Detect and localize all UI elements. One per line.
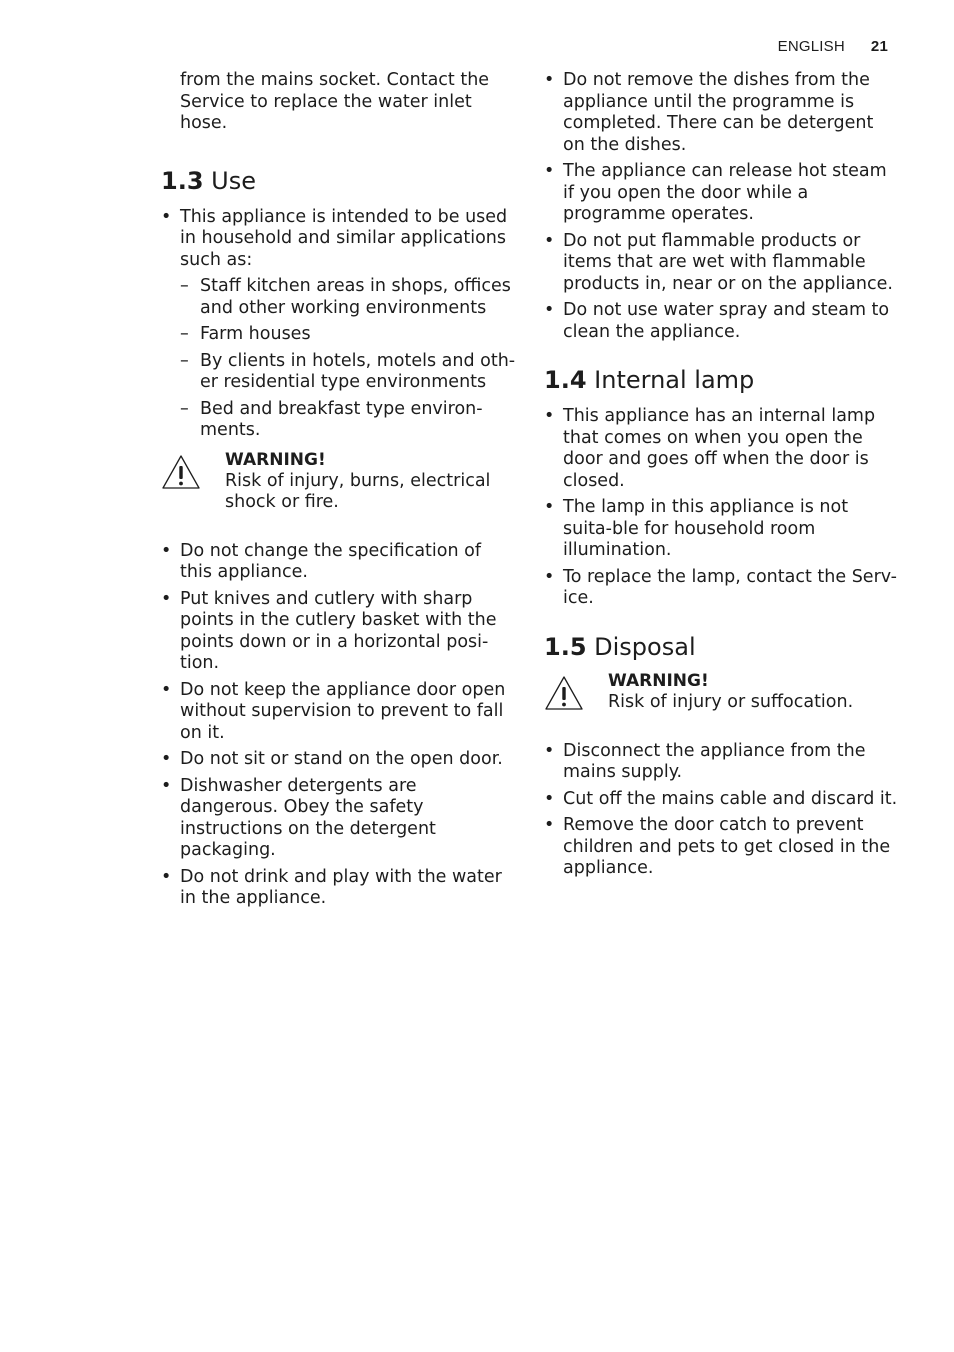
warning-triangle-icon (544, 675, 584, 711)
sub-list-item: – Staff kitchen areas in shops, offices and other working environments (180, 276, 517, 319)
list-item: • To replace the lamp, contact the Serv-ice. (544, 567, 900, 610)
section-title: Internal lamp (594, 366, 755, 394)
section-heading-internal-lamp (544, 366, 900, 394)
warning-title: WARNING! (608, 670, 709, 691)
list-item: • Remove the door catch to prevent children and pets to get closed in the appliance. (544, 815, 900, 880)
list-item: • Do not keep the appliance door open without supervision to prevent to fall on it. (161, 680, 517, 745)
list-item: • Do not put flammable products or items that are wet with flammable products in, near or on the appliance. (544, 231, 900, 296)
list-item: • The appliance can release hot steam if you open the door while a programme operates. (544, 161, 900, 226)
warning-triangle-icon (161, 454, 201, 490)
warning-title: WARNING! (225, 449, 326, 470)
list-item: • Dishwasher detergents are dangerous. Obey the safety instructions on the detergent packaging. (161, 776, 517, 862)
section-number: 1.3 (161, 166, 204, 195)
list-item: • Do not remove the dishes from the appliance until the programme is completed. There can be detergent on the dishes. (544, 70, 900, 156)
section-title: Use (211, 166, 256, 195)
use-list (161, 207, 517, 442)
list-item: • Disconnect the appliance from the mains supply. (544, 741, 900, 784)
page-number: 21 (870, 38, 888, 55)
sub-list (180, 276, 517, 442)
left-column (161, 70, 517, 915)
sub-list-item: – Farm houses (180, 324, 517, 346)
warning-box (544, 671, 900, 727)
list-item: • Do not drink and play with the water in the appliance. (161, 867, 517, 910)
warning-box (161, 450, 517, 514)
section-heading-use (161, 167, 517, 195)
section-number: 1.5 (544, 632, 587, 661)
list-item: • Put knives and cutlery with sharp points in the cutlery basket with the points down or in a horizontal posi-tion. (161, 589, 517, 675)
right-column (544, 70, 900, 885)
list-item: • Do not sit or stand on the open door. (161, 749, 517, 771)
section-heading-disposal (544, 633, 900, 661)
lamp-list (544, 406, 900, 610)
section-title: Disposal (594, 632, 696, 661)
use-list-right (544, 70, 900, 343)
disposal-list (544, 741, 900, 880)
continuation-text: from the mains socket. Contact the Service to replace the water inlet hose. (180, 70, 490, 133)
use-list-continued (161, 541, 517, 910)
list-item: • This appliance has an internal lamp that comes on when you open the door and goes off when the door is closed. (544, 406, 900, 492)
sub-list-item: – By clients in hotels, motels and oth-er residential type environments (180, 351, 517, 394)
list-item-text: This appliance is intended to be used in household and similar applications such as: (180, 206, 508, 270)
language-label: ENGLISH (777, 38, 845, 55)
list-item: • Cut off the mains cable and discard it. (544, 789, 900, 811)
sub-list-item: – Bed and breakfast type environ-ments. (180, 399, 517, 442)
list-item (161, 207, 517, 442)
warning-text: Risk of injury, burns, electrical shock or fire. (225, 470, 491, 512)
list-item: • Do not use water spray and steam to clean the appliance. (544, 300, 900, 343)
warning-text: Risk of injury or suffocation. (608, 691, 854, 712)
list-item: • The lamp in this appliance is not suita-ble for household room illumination. (544, 497, 900, 562)
list-item: • Do not change the specification of this appliance. (161, 541, 517, 584)
page-header (778, 38, 888, 55)
section-number: 1.4 (544, 366, 587, 394)
